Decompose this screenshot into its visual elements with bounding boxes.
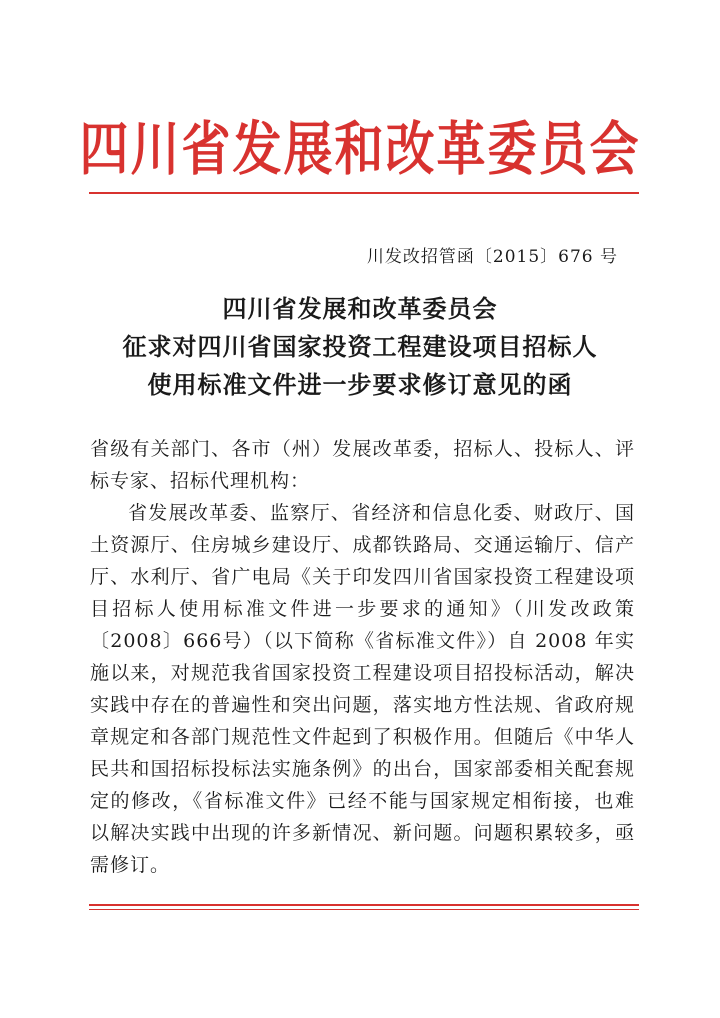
document-body bbox=[90, 433, 635, 881]
body-paragraph: 省发展改革委、监察厅、省经济和信息化委、财政厅、国土资源厅、住房城乡建设厅、成都铁路局、交通运输厅、信产厅、水利厅、省广电局《关于印发四川省国家投资工程建设项目招标人使用标准文件进一步要求的通知》（川发改政策〔2008〕666号）（以下简称《省标准文件》）自 2008 年实施以来，对规范我省国家投资工程建设项目招投标活动，解决实践中存在的普遍性和突出问题，落实地方性法规、省政府规章规定和各部门规范性文件起到了积极作用。但随后《中华人民共和国招标投标法实施条例》的出台，国家部委相关配套规定的修改，《省标准文件》已经不能与国家规定相衔接，也难以解决实践中出现的许多新情况、新问题。问题积累较多，亟需修订。 bbox=[90, 502, 635, 876]
footer-red-rule bbox=[89, 904, 639, 906]
document-title-line: 四川省发展和改革委员会 bbox=[222, 294, 498, 323]
letterhead-agency-name: 四川省发展和改革委员会 bbox=[79, 115, 641, 184]
footer-red-rule-thin bbox=[89, 909, 639, 910]
document-title-line: 征求对四川省国家投资工程建设项目招标人 bbox=[122, 332, 598, 361]
document-title-line: 使用标准文件进一步要求修订意见的函 bbox=[147, 370, 573, 399]
letterhead-red-rule bbox=[89, 192, 639, 194]
document-title bbox=[0, 290, 720, 404]
document-number: 川发改招管函〔2015〕676 号 bbox=[366, 247, 618, 267]
salutation: 省级有关部门、各市（州）发展改革委，招标人、投标人、评标专家、招标代理机构： bbox=[90, 438, 635, 492]
